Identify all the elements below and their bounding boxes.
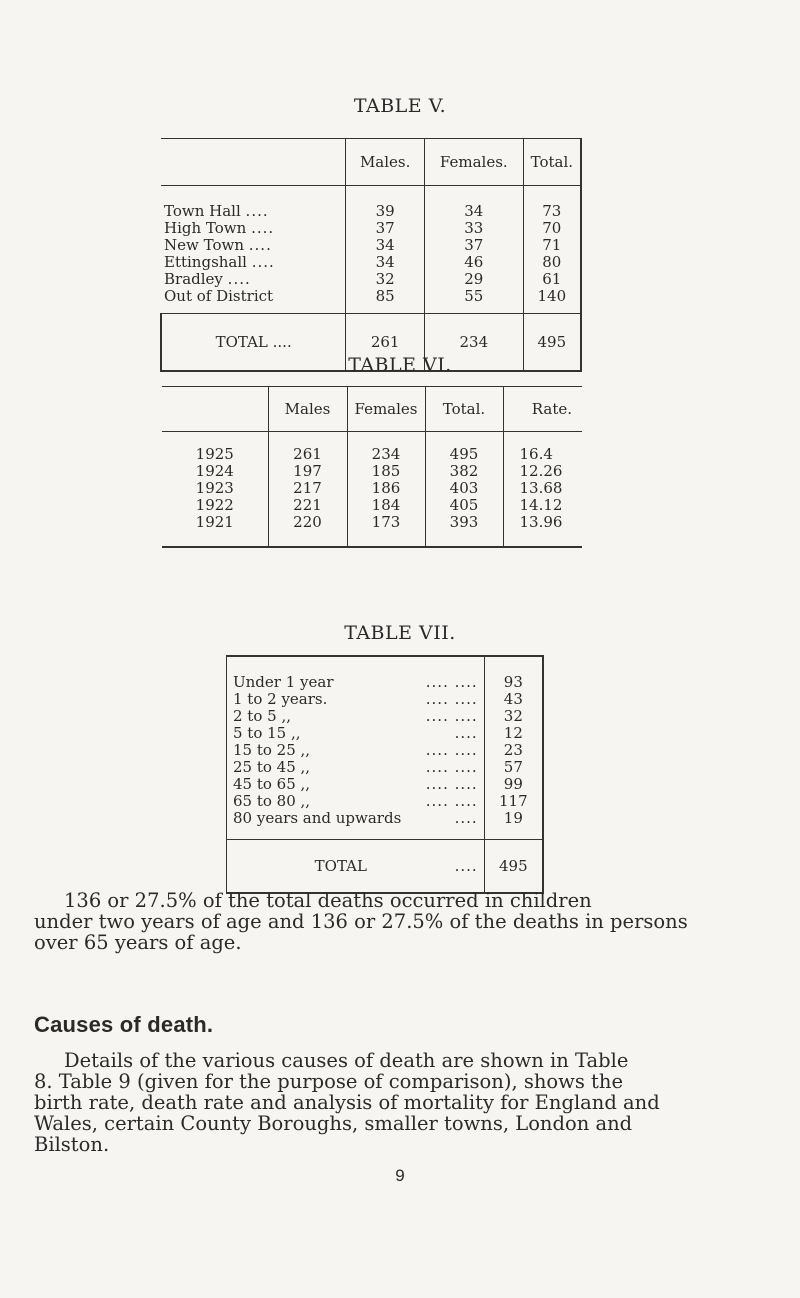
table-row: Ettingshall .... 34 46 80	[161, 254, 581, 271]
table-v-total-row: TOTAL .... 261 234 495	[161, 313, 581, 371]
table-vii-title: TABLE VII.	[344, 622, 456, 644]
table-row: New Town .... 34 37 71	[161, 237, 581, 254]
table-v-header-males: Males.	[346, 139, 425, 186]
table-row: 45 to 65 ,, .... .... 99	[227, 776, 544, 793]
table-vi-header-total: Total.	[425, 387, 503, 432]
table-row: 1923 217 186 403 13.68	[162, 480, 582, 497]
table-vi-header-males: Males	[268, 387, 347, 432]
table-row: Town Hall .... 39 34 73	[161, 203, 581, 220]
table-row: 15 to 25 ,, .... .... 23	[227, 742, 544, 759]
table-vi	[162, 386, 582, 548]
table-vi-header-rate: Rate.	[503, 387, 582, 432]
table-v-total-label: TOTAL ....	[161, 313, 346, 371]
paragraph-age-summary: 136 or 27.5% of the total deaths occurred in children under two years of age and 136 or 27.5% of the deaths in persons over 65 years of age.	[34, 889, 688, 954]
table-row: 65 to 80 ,, .... .... 117	[227, 793, 544, 810]
table-row: 25 to 45 ,, .... .... 57	[227, 759, 544, 776]
table-vii-total-value: 495	[484, 839, 543, 893]
table-row: 1 to 2 years. .... .... 43	[227, 691, 544, 708]
table-row: Bradley .... 32 29 61	[161, 271, 581, 288]
table-row: 80 years and upwards .... 19	[227, 810, 544, 827]
table-row: 1921 220 173 393 13.96	[162, 514, 582, 531]
table-row: 5 to 15 ,, .... 12	[227, 725, 544, 742]
table-row: 2 to 5 ,, .... .... 32	[227, 708, 544, 725]
table-row: Under 1 year .... .... 93	[227, 674, 544, 691]
table-row: Out of District 85 55 140	[161, 288, 581, 305]
table-row: 1922 221 184 405 14.12	[162, 497, 582, 514]
table-vi-header-females: Females	[347, 387, 425, 432]
table-v	[160, 138, 582, 372]
table-vii-total-label: TOTAL	[314, 856, 367, 875]
table-v-header-total: Total.	[523, 139, 581, 186]
paragraph-causes-details: Details of the various causes of death are shown in Table 8. Table 9 (given for the purpose of comparison), shows the birth rate, death rate and analysis of mortality for England and Wales, certain County Boroughs, smaller towns, London and Bilston.	[34, 1049, 660, 1156]
table-row: 1924 197 185 382 12.26	[162, 463, 582, 480]
table-v-title: TABLE V.	[353, 95, 447, 117]
table-v-header-females: Females.	[425, 139, 524, 186]
table-vi-title: TABLE VI.	[348, 354, 452, 376]
table-vii-total-row: TOTAL .... 495	[227, 839, 544, 893]
page-number: 9	[395, 1166, 405, 1185]
table-row: High Town .... 37 33 70	[161, 220, 581, 237]
table-vii	[226, 655, 544, 894]
section-heading-causes-of-death: Causes of death.	[34, 1012, 214, 1037]
table-row: 1925 261 234 495 16.4	[162, 446, 582, 463]
